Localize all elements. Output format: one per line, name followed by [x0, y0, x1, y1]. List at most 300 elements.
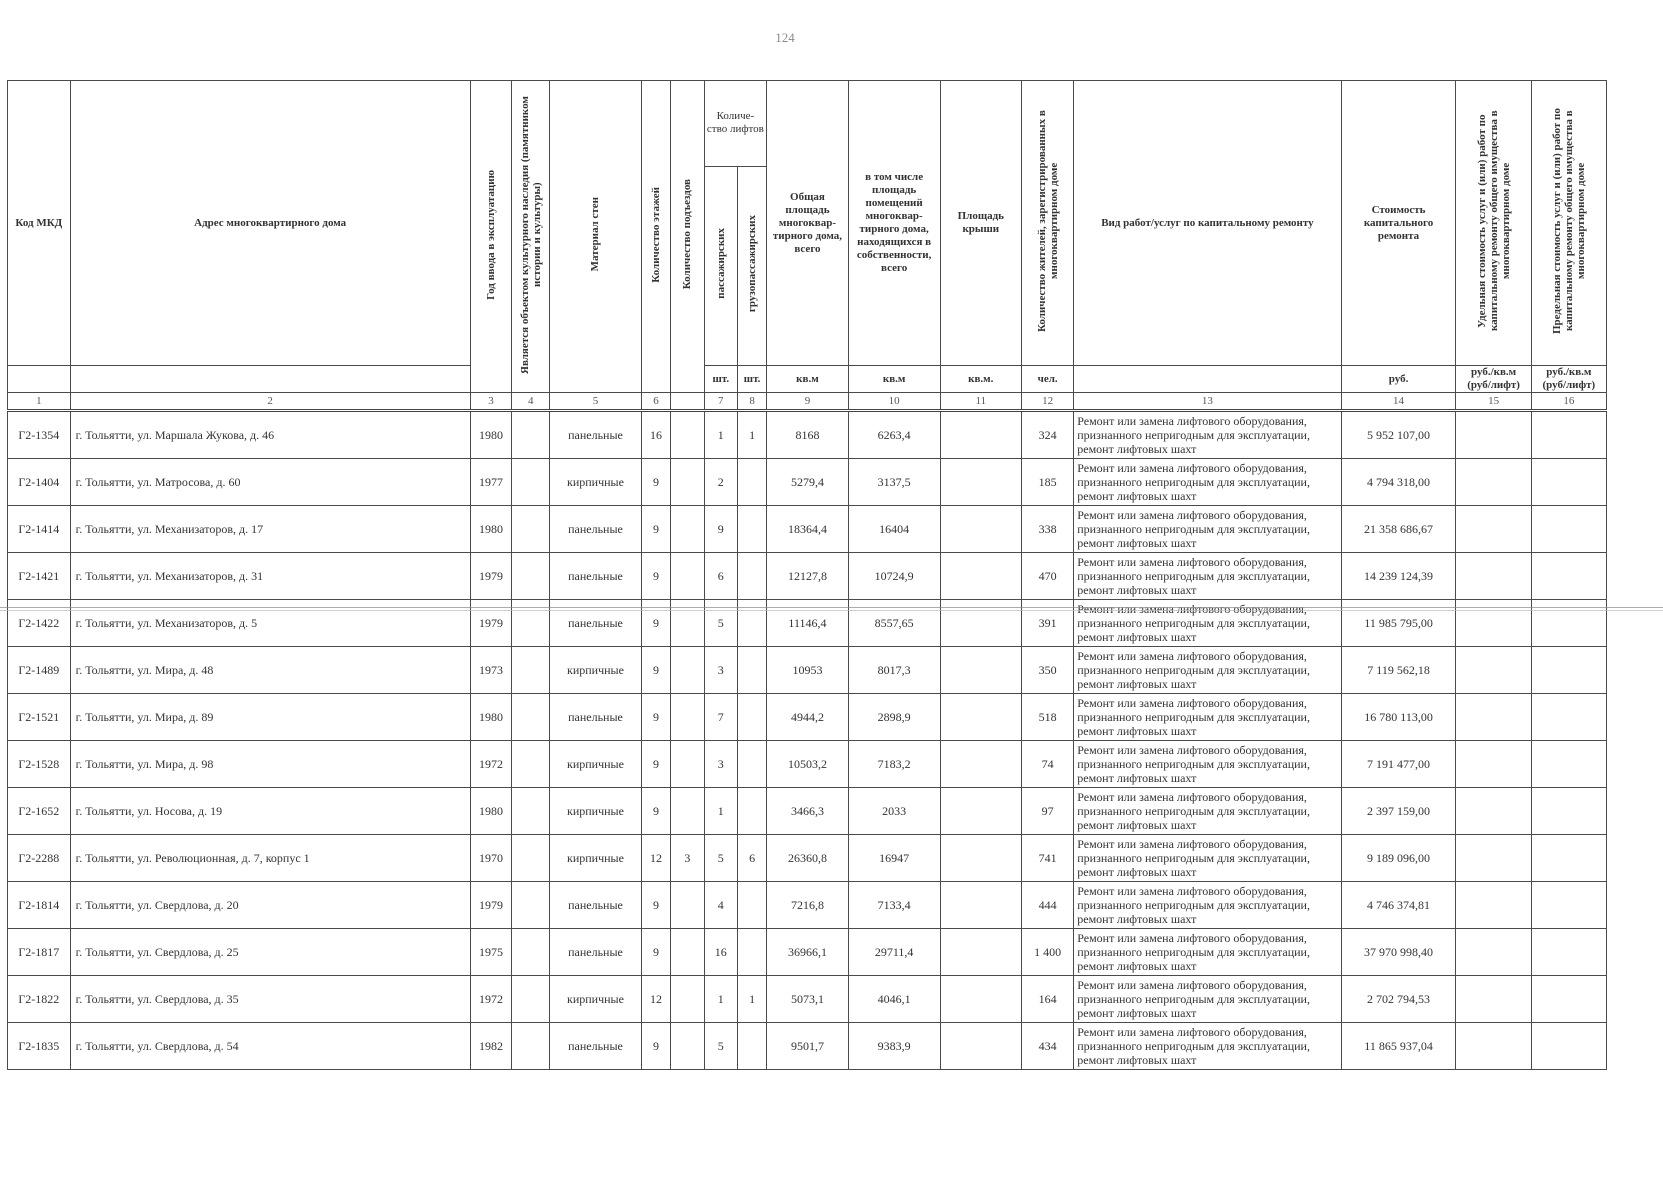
cell-owned-area: 16404 — [848, 506, 940, 553]
table-row — [8, 553, 1607, 600]
cell-entrances — [671, 929, 704, 976]
cell-total-area: 10953 — [767, 647, 848, 694]
cell-code: Г2-1814 — [8, 882, 71, 929]
cell-roof-area — [940, 835, 1021, 882]
cell-freight-lifts — [737, 694, 766, 741]
cell-work-type: Ремонт или замена лифтового оборудования, признанного непригодным для эксплуатации, ремонт лифтовых шахт — [1074, 882, 1341, 929]
cell-passenger-lifts: 5 — [704, 1023, 737, 1070]
cell-total-area: 4944,2 — [767, 694, 848, 741]
table-row — [8, 1023, 1607, 1070]
cell-heritage — [512, 976, 550, 1023]
cell-floors: 9 — [641, 459, 670, 506]
cell-entrances — [671, 694, 704, 741]
cell-max-cost — [1531, 929, 1606, 976]
cell-owned-area: 8017,3 — [848, 647, 940, 694]
cell-freight-lifts: 1 — [737, 411, 766, 459]
cell-total-area: 36966,1 — [767, 929, 848, 976]
cell-year: 1980 — [470, 506, 512, 553]
cell-unit-cost — [1456, 882, 1531, 929]
cell-roof-area — [940, 553, 1021, 600]
cell-residents: 470 — [1022, 553, 1074, 600]
column-number: 5 — [550, 393, 642, 411]
cell-roof-area — [940, 976, 1021, 1023]
cell-work-type: Ремонт или замена лифтового оборудования, признанного непригодным для эксплуатации, ремонт лифтовых шахт — [1074, 835, 1341, 882]
cell-year: 1980 — [470, 788, 512, 835]
cell-cost: 37 970 998,40 — [1341, 929, 1456, 976]
cell-owned-area: 4046,1 — [848, 976, 940, 1023]
column-number: 10 — [848, 393, 940, 411]
cell-freight-lifts — [737, 929, 766, 976]
cell-roof-area — [940, 788, 1021, 835]
cell-code: Г2-1489 — [8, 647, 71, 694]
cell-cost: 11 865 937,04 — [1341, 1023, 1456, 1070]
cell-heritage — [512, 1023, 550, 1070]
table-row — [8, 694, 1607, 741]
capital-repair-table — [7, 80, 1607, 1070]
header-unit-cost — [1456, 81, 1531, 366]
cell-floors: 12 — [641, 976, 670, 1023]
cell-work-type: Ремонт или замена лифтового оборудования, признанного непригодным для эксплуатации, ремонт лифтовых шахт — [1074, 788, 1341, 835]
header-lifts: Количе-ство лифтов — [704, 81, 767, 167]
cell-cost: 16 780 113,00 — [1341, 694, 1456, 741]
unit-unit-cost: руб./кв.м (руб/лифт) — [1456, 366, 1531, 393]
cell-unit-cost — [1456, 647, 1531, 694]
cell-owned-area: 3137,5 — [848, 459, 940, 506]
cell-residents: 518 — [1022, 694, 1074, 741]
cell-cost: 7 191 477,00 — [1341, 741, 1456, 788]
cell-entrances: 3 — [671, 835, 704, 882]
cell-roof-area — [940, 1023, 1021, 1070]
cell-material: панельные — [550, 929, 642, 976]
cell-year: 1970 — [470, 835, 512, 882]
cell-address: г. Тольятти, ул. Мира, д. 89 — [70, 694, 470, 741]
cell-material: панельные — [550, 694, 642, 741]
cell-entrances — [671, 741, 704, 788]
cell-entrances — [671, 647, 704, 694]
cell-address: г. Тольятти, ул. Революционная, д. 7, корпус 1 — [70, 835, 470, 882]
unit-passenger: шт. — [704, 366, 737, 393]
cell-entrances — [671, 411, 704, 459]
header-entrances — [671, 81, 704, 393]
cell-year: 1972 — [470, 741, 512, 788]
header-owned-area: в том числе площадь помещений многоквар-тирного дома, находящихся в собственности, всего — [848, 81, 940, 366]
cell-roof-area — [940, 694, 1021, 741]
cell-work-type: Ремонт или замена лифтового оборудования, признанного непригодным для эксплуатации, ремонт лифтовых шахт — [1074, 600, 1341, 647]
cell-roof-area — [940, 459, 1021, 506]
cell-total-area: 5073,1 — [767, 976, 848, 1023]
cell-freight-lifts — [737, 459, 766, 506]
cell-max-cost — [1531, 882, 1606, 929]
cell-code: Г2-1521 — [8, 694, 71, 741]
cell-cost: 4 746 374,81 — [1341, 882, 1456, 929]
cell-work-type: Ремонт или замена лифтового оборудования, признанного непригодным для эксплуатации, ремонт лифтовых шахт — [1074, 459, 1341, 506]
cell-total-area: 18364,4 — [767, 506, 848, 553]
column-number: 8 — [737, 393, 766, 411]
cell-passenger-lifts: 3 — [704, 647, 737, 694]
unit-address — [70, 366, 470, 393]
cell-year: 1973 — [470, 647, 512, 694]
cell-owned-area: 2898,9 — [848, 694, 940, 741]
cell-floors: 9 — [641, 741, 670, 788]
cell-floors: 9 — [641, 600, 670, 647]
cell-address: г. Тольятти, ул. Свердлова, д. 25 — [70, 929, 470, 976]
cell-work-type: Ремонт или замена лифтового оборудования, признанного непригодным для эксплуатации, ремонт лифтовых шахт — [1074, 553, 1341, 600]
column-number: 4 — [512, 393, 550, 411]
cell-freight-lifts: 1 — [737, 976, 766, 1023]
header-floors-text: Количество этажей — [650, 186, 663, 283]
cell-max-cost — [1531, 1023, 1606, 1070]
cell-freight-lifts — [737, 741, 766, 788]
cell-material: кирпичные — [550, 459, 642, 506]
column-number: 16 — [1531, 393, 1606, 411]
cell-residents: 434 — [1022, 1023, 1074, 1070]
header-residents — [1022, 81, 1074, 366]
cell-roof-area — [940, 647, 1021, 694]
cell-address: г. Тольятти, ул. Свердлова, д. 54 — [70, 1023, 470, 1070]
cell-owned-area: 16947 — [848, 835, 940, 882]
cell-floors: 16 — [641, 411, 670, 459]
table-row — [8, 411, 1607, 459]
cell-heritage — [512, 411, 550, 459]
cell-material: панельные — [550, 1023, 642, 1070]
cell-total-area: 9501,7 — [767, 1023, 848, 1070]
cell-roof-area — [940, 741, 1021, 788]
cell-passenger-lifts: 1 — [704, 411, 737, 459]
unit-residents: чел. — [1022, 366, 1074, 393]
header-entrances-text: Количество подъездов — [681, 179, 694, 290]
unit-roof-area: кв.м. — [940, 366, 1021, 393]
cell-passenger-lifts: 1 — [704, 976, 737, 1023]
cell-heritage — [512, 788, 550, 835]
header-year — [470, 81, 512, 393]
cell-freight-lifts — [737, 506, 766, 553]
header-work-type: Вид работ/услуг по капитальному ремонту — [1074, 81, 1341, 366]
cell-entrances — [671, 976, 704, 1023]
cell-owned-area: 8557,65 — [848, 600, 940, 647]
header-address: Адрес многоквартирного дома — [70, 81, 470, 366]
cell-code: Г2-1817 — [8, 929, 71, 976]
column-number-row — [8, 393, 1607, 411]
column-number: 7 — [704, 393, 737, 411]
table-row — [8, 788, 1607, 835]
cell-owned-area: 10724,9 — [848, 553, 940, 600]
cell-year: 1975 — [470, 929, 512, 976]
header-roof-area: Площадь крыши — [940, 81, 1021, 366]
cell-residents: 391 — [1022, 600, 1074, 647]
cell-cost: 7 119 562,18 — [1341, 647, 1456, 694]
cell-unit-cost — [1456, 741, 1531, 788]
cell-max-cost — [1531, 694, 1606, 741]
cell-heritage — [512, 835, 550, 882]
cell-floors: 9 — [641, 929, 670, 976]
cell-floors: 9 — [641, 506, 670, 553]
scan-artifact-line — [0, 607, 1663, 611]
cell-floors: 9 — [641, 553, 670, 600]
header-heritage — [512, 81, 550, 393]
cell-code: Г2-1404 — [8, 459, 71, 506]
cell-address: г. Тольятти, ул. Механизаторов, д. 17 — [70, 506, 470, 553]
cell-entrances — [671, 788, 704, 835]
cell-code: Г2-1414 — [8, 506, 71, 553]
cell-passenger-lifts: 5 — [704, 600, 737, 647]
unit-cost: руб. — [1341, 366, 1456, 393]
column-number: 3 — [470, 393, 512, 411]
cell-year: 1972 — [470, 976, 512, 1023]
column-number: 9 — [767, 393, 848, 411]
cell-freight-lifts — [737, 647, 766, 694]
cell-code: Г2-1528 — [8, 741, 71, 788]
cell-entrances — [671, 553, 704, 600]
cell-passenger-lifts: 4 — [704, 882, 737, 929]
cell-unit-cost — [1456, 976, 1531, 1023]
cell-material: панельные — [550, 506, 642, 553]
cell-residents: 324 — [1022, 411, 1074, 459]
cell-address: г. Тольятти, ул. Свердлова, д. 20 — [70, 882, 470, 929]
cell-total-area: 10503,2 — [767, 741, 848, 788]
cell-floors: 12 — [641, 835, 670, 882]
cell-owned-area: 9383,9 — [848, 1023, 940, 1070]
cell-cost: 5 952 107,00 — [1341, 411, 1456, 459]
cell-material: кирпичные — [550, 835, 642, 882]
unit-max-cost: руб./кв.м (руб/лифт) — [1531, 366, 1606, 393]
cell-code: Г2-1822 — [8, 976, 71, 1023]
header-material-text: Материал стен — [589, 197, 602, 272]
cell-year: 1982 — [470, 1023, 512, 1070]
header-year-text: Год ввода в эксплуатацию — [485, 169, 498, 300]
cell-max-cost — [1531, 788, 1606, 835]
cell-material: панельные — [550, 600, 642, 647]
cell-max-cost — [1531, 647, 1606, 694]
table-row — [8, 459, 1607, 506]
cell-floors: 9 — [641, 694, 670, 741]
cell-year: 1980 — [470, 694, 512, 741]
cell-year: 1979 — [470, 600, 512, 647]
cell-work-type: Ремонт или замена лифтового оборудования, признанного непригодным для эксплуатации, ремонт лифтовых шахт — [1074, 506, 1341, 553]
cell-address: г. Тольятти, ул. Матросова, д. 60 — [70, 459, 470, 506]
cell-residents: 350 — [1022, 647, 1074, 694]
cell-unit-cost — [1456, 553, 1531, 600]
cell-heritage — [512, 882, 550, 929]
cell-freight-lifts — [737, 788, 766, 835]
table-row — [8, 647, 1607, 694]
column-number: 6 — [641, 393, 670, 411]
cell-year: 1977 — [470, 459, 512, 506]
cell-unit-cost — [1456, 929, 1531, 976]
unit-code — [8, 366, 71, 393]
header-total-area: Общая площадь многоквар-тирного дома, всего — [767, 81, 848, 366]
cell-year: 1979 — [470, 553, 512, 600]
column-number: 13 — [1074, 393, 1341, 411]
column-number — [671, 393, 704, 411]
header-floors — [641, 81, 670, 393]
cell-total-area: 3466,3 — [767, 788, 848, 835]
cell-heritage — [512, 741, 550, 788]
cell-address: г. Тольятти, ул. Маршала Жукова, д. 46 — [70, 411, 470, 459]
cell-residents: 741 — [1022, 835, 1074, 882]
header-material — [550, 81, 642, 393]
cell-entrances — [671, 1023, 704, 1070]
cell-code: Г2-1354 — [8, 411, 71, 459]
table-row — [8, 835, 1607, 882]
cell-unit-cost — [1456, 835, 1531, 882]
cell-passenger-lifts: 6 — [704, 553, 737, 600]
repair-table-wrapper — [7, 80, 1607, 1070]
cell-material: кирпичные — [550, 647, 642, 694]
cell-total-area: 8168 — [767, 411, 848, 459]
cell-floors: 9 — [641, 788, 670, 835]
cell-floors: 9 — [641, 647, 670, 694]
cell-code: Г2-1835 — [8, 1023, 71, 1070]
cell-material: панельные — [550, 553, 642, 600]
header-freight-text: грузопассажирских — [746, 215, 759, 313]
table-row — [8, 741, 1607, 788]
cell-material: кирпичные — [550, 976, 642, 1023]
cell-cost: 14 239 124,39 — [1341, 553, 1456, 600]
cell-max-cost — [1531, 835, 1606, 882]
cell-heritage — [512, 553, 550, 600]
cell-floors: 9 — [641, 882, 670, 929]
cell-residents: 1 400 — [1022, 929, 1074, 976]
cell-owned-area: 29711,4 — [848, 929, 940, 976]
cell-passenger-lifts: 5 — [704, 835, 737, 882]
header-unit-cost-text: Удельная стоимость услуг и (или) работ по капитальному ремонту общего имущества в многоквартирном доме — [1475, 110, 1512, 332]
column-number: 15 — [1456, 393, 1531, 411]
cell-total-area: 11146,4 — [767, 600, 848, 647]
cell-cost: 21 358 686,67 — [1341, 506, 1456, 553]
cell-cost: 2 397 159,00 — [1341, 788, 1456, 835]
cell-unit-cost — [1456, 459, 1531, 506]
cell-material: кирпичные — [550, 741, 642, 788]
header-max-cost — [1531, 81, 1606, 366]
table-row — [8, 929, 1607, 976]
cell-owned-area: 7183,2 — [848, 741, 940, 788]
unit-work-type — [1074, 366, 1341, 393]
cell-address: г. Тольятти, ул. Носова, д. 19 — [70, 788, 470, 835]
cell-residents: 74 — [1022, 741, 1074, 788]
cell-address: г. Тольятти, ул. Механизаторов, д. 31 — [70, 553, 470, 600]
cell-max-cost — [1531, 976, 1606, 1023]
cell-unit-cost — [1456, 506, 1531, 553]
column-number: 12 — [1022, 393, 1074, 411]
cell-max-cost — [1531, 553, 1606, 600]
cell-floors: 9 — [641, 1023, 670, 1070]
cell-address: г. Тольятти, ул. Свердлова, д. 35 — [70, 976, 470, 1023]
column-number: 11 — [940, 393, 1021, 411]
header-max-cost-text: Предельная стоимость услуг и (или) работ по капитальному ремонту общего имущества в многоквартирном доме — [1550, 108, 1587, 334]
cell-work-type: Ремонт или замена лифтового оборудования, признанного непригодным для эксплуатации, ремонт лифтовых шахт — [1074, 1023, 1341, 1070]
cell-total-area: 7216,8 — [767, 882, 848, 929]
cell-freight-lifts: 6 — [737, 835, 766, 882]
cell-total-area: 5279,4 — [767, 459, 848, 506]
cell-entrances — [671, 882, 704, 929]
cell-material: панельные — [550, 411, 642, 459]
cell-entrances — [671, 459, 704, 506]
cell-unit-cost — [1456, 411, 1531, 459]
cell-roof-area — [940, 411, 1021, 459]
cell-address: г. Тольятти, ул. Мира, д. 48 — [70, 647, 470, 694]
header-cost: Стоимость капитального ремонта — [1341, 81, 1456, 366]
cell-work-type: Ремонт или замена лифтового оборудования, признанного непригодным для эксплуатации, ремонт лифтовых шахт — [1074, 694, 1341, 741]
cell-year: 1979 — [470, 882, 512, 929]
cell-passenger-lifts: 3 — [704, 741, 737, 788]
header-passenger — [704, 166, 737, 366]
cell-heritage — [512, 694, 550, 741]
column-number: 2 — [70, 393, 470, 411]
cell-address: г. Тольятти, ул. Мира, д. 98 — [70, 741, 470, 788]
cell-heritage — [512, 459, 550, 506]
header-freight — [737, 166, 766, 366]
cell-freight-lifts — [737, 882, 766, 929]
cell-owned-area: 7133,4 — [848, 882, 940, 929]
cell-unit-cost — [1456, 694, 1531, 741]
column-number: 1 — [8, 393, 71, 411]
page-number: 124 — [775, 30, 795, 45]
unit-total-area: кв.м — [767, 366, 848, 393]
table-row — [8, 882, 1607, 929]
cell-unit-cost — [1456, 788, 1531, 835]
cell-freight-lifts — [737, 1023, 766, 1070]
cell-max-cost — [1531, 506, 1606, 553]
unit-freight: шт. — [737, 366, 766, 393]
cell-residents: 185 — [1022, 459, 1074, 506]
cell-residents: 164 — [1022, 976, 1074, 1023]
cell-owned-area: 6263,4 — [848, 411, 940, 459]
cell-passenger-lifts: 7 — [704, 694, 737, 741]
cell-material: панельные — [550, 882, 642, 929]
header-passenger-text: пассажирских — [714, 228, 727, 300]
cell-residents: 444 — [1022, 882, 1074, 929]
cell-address: г. Тольятти, ул. Механизаторов, д. 5 — [70, 600, 470, 647]
cell-passenger-lifts: 16 — [704, 929, 737, 976]
cell-heritage — [512, 929, 550, 976]
table-row — [8, 506, 1607, 553]
cell-code: Г2-1421 — [8, 553, 71, 600]
cell-code: Г2-1422 — [8, 600, 71, 647]
cell-freight-lifts — [737, 553, 766, 600]
column-number: 14 — [1341, 393, 1456, 411]
cell-residents: 338 — [1022, 506, 1074, 553]
cell-code: Г2-1652 — [8, 788, 71, 835]
cell-total-area: 26360,8 — [767, 835, 848, 882]
header-heritage-text: Является объектом культурного наследия (памятником истории и культуры) — [518, 95, 543, 374]
cell-residents: 97 — [1022, 788, 1074, 835]
cell-max-cost — [1531, 459, 1606, 506]
cell-max-cost — [1531, 741, 1606, 788]
cell-work-type: Ремонт или замена лифтового оборудования, признанного непригодным для эксплуатации, ремонт лифтовых шахт — [1074, 411, 1341, 459]
table-body — [8, 411, 1607, 1070]
cell-total-area: 12127,8 — [767, 553, 848, 600]
cell-passenger-lifts: 2 — [704, 459, 737, 506]
cell-year: 1980 — [470, 411, 512, 459]
cell-heritage — [512, 647, 550, 694]
cell-max-cost — [1531, 411, 1606, 459]
unit-owned-area: кв.м — [848, 366, 940, 393]
header-code: Код МКД — [8, 81, 71, 366]
cell-passenger-lifts: 1 — [704, 788, 737, 835]
cell-work-type: Ремонт или замена лифтового оборудования, признанного непригодным для эксплуатации, ремонт лифтовых шахт — [1074, 976, 1341, 1023]
cell-roof-area — [940, 506, 1021, 553]
cell-owned-area: 2033 — [848, 788, 940, 835]
cell-roof-area — [940, 929, 1021, 976]
cell-work-type: Ремонт или замена лифтового оборудования, признанного непригодным для эксплуатации, ремонт лифтовых шахт — [1074, 929, 1341, 976]
cell-passenger-lifts: 9 — [704, 506, 737, 553]
cell-cost: 11 985 795,00 — [1341, 600, 1456, 647]
cell-material: кирпичные — [550, 788, 642, 835]
cell-cost: 2 702 794,53 — [1341, 976, 1456, 1023]
cell-roof-area — [940, 882, 1021, 929]
header-residents-text: Количество жителей, зарегистрированных в многоквартирном доме — [1035, 110, 1060, 332]
cell-code: Г2-2288 — [8, 835, 71, 882]
